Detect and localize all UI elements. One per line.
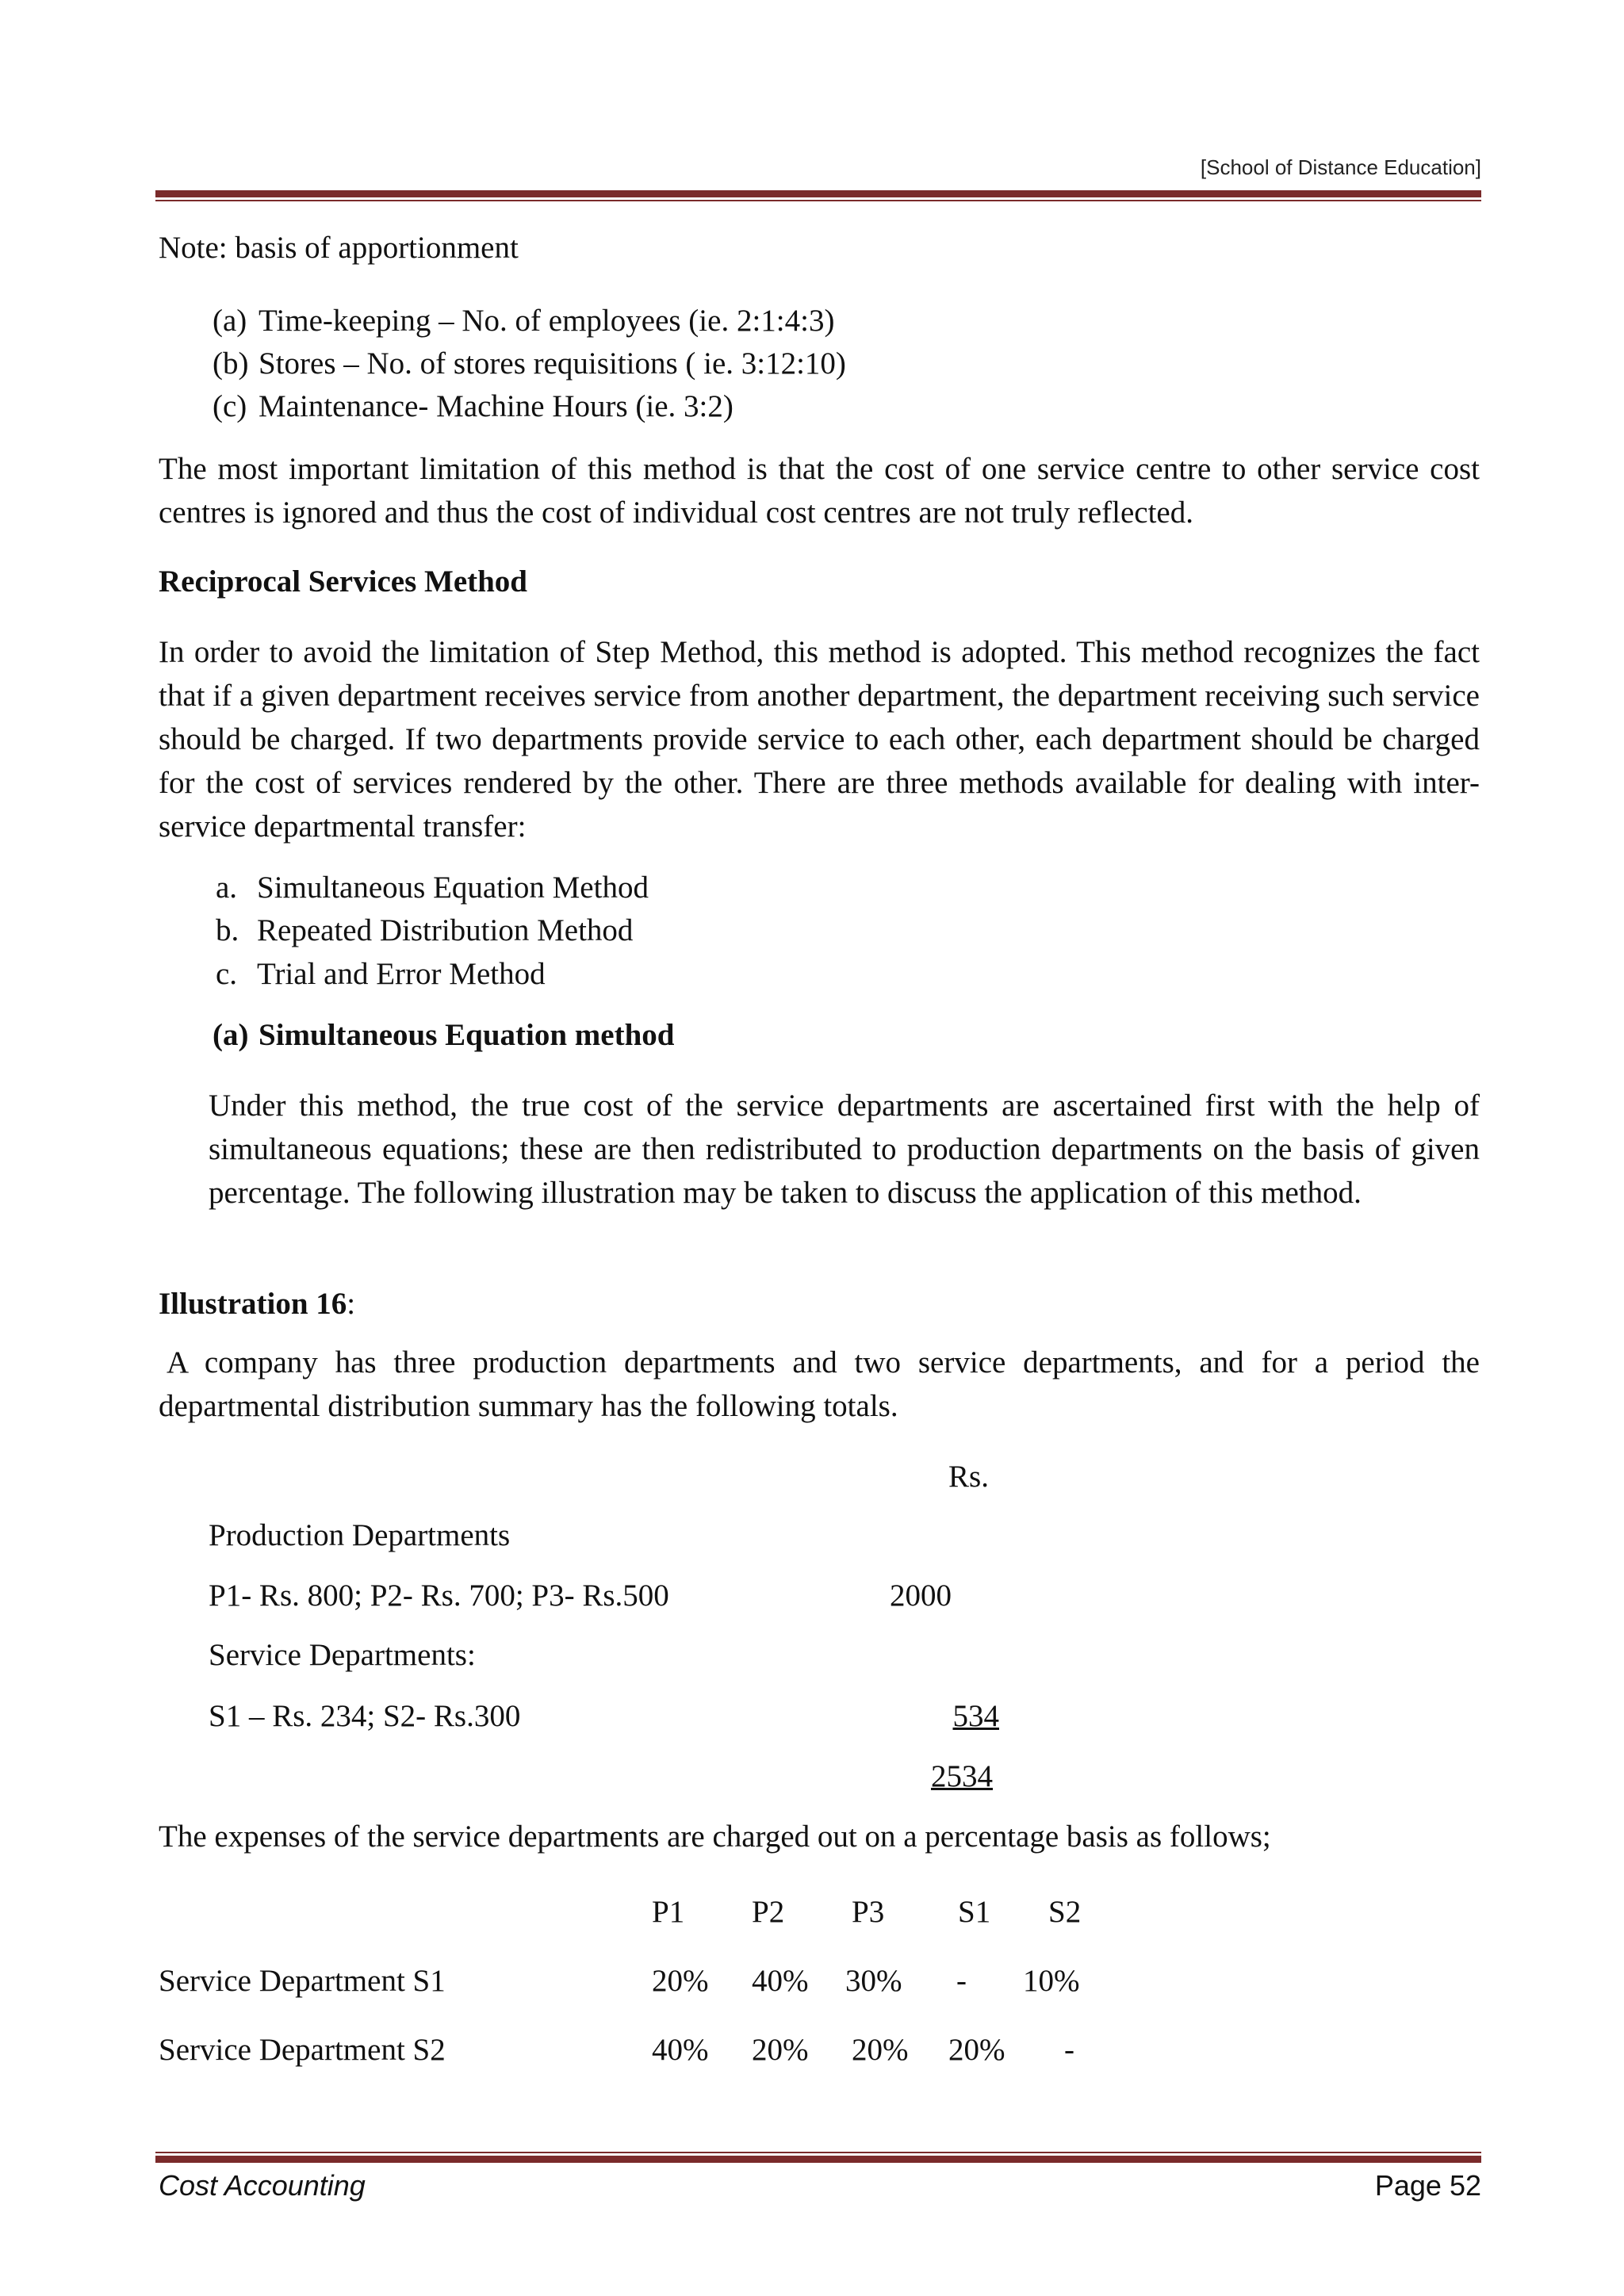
method-item: c. Trial and Error Method [216,957,546,991]
simultaneous-paragraph: Under this method, the true cost of the service departments are ascertained first with the help of simultaneous equations; these are then redistributed to production departments on the basis of given percentage. The following illustration may be taken to discuss the application of this method. [209,1089,1480,1210]
row-label: Service Department S1 [159,1964,446,1998]
column-header: S2 [1048,1895,1082,1929]
table-cell: 20% [948,2033,1005,2067]
service-amount: 534 [952,1699,999,1733]
column-header: P1 [652,1895,685,1929]
table-cell: - [1064,2033,1074,2067]
table-cell: 20% [752,2033,809,2067]
limitation-paragraph: The most important limitation of this method is that the cost of one service centre to other service cost centres is ignored and thus the cost of individual cost centres are not truly reflected. [159,452,1480,530]
production-label: Production Departments [209,1518,511,1552]
page-header: [School of Distance Education] [1200,155,1481,179]
footer-rule [155,2152,1481,2163]
table-cell: 20% [652,1964,709,1998]
table-cell: 40% [652,2033,709,2067]
page-number: Page 52 [1374,2169,1481,2202]
column-header: P3 [852,1895,885,1929]
method-item: b. Repeated Distribution Method [216,913,634,947]
note-item: (a) Time-keeping – No. of employees (ie. 2:1:4:3) [213,304,835,338]
header-rule [155,190,1481,201]
service-label: Service Departments: [209,1638,476,1672]
percentage-intro: The expenses of the service departments are charged out on a percentage basis as follows; [159,1820,1271,1854]
reciprocal-paragraph: In order to avoid the limitation of Step Method, this method is adopted. This method recognizes the fact that if a given department receives service from another department, the department receiving such service should be charged. If two departments provide service to each other, each department should be charged for the cost of services rendered by the other. There are three methods available for dealing with inter-service departmental transfer: [159,635,1480,844]
simultaneous-heading: (a) Simultaneous Equation method [213,1018,675,1052]
note-title: Note: basis of apportionment [159,231,519,265]
note-item: (b) Stores – No. of stores requisitions ( ie. 3:12:10) [213,346,846,381]
production-amount: 2000 [890,1578,952,1613]
column-header: P2 [752,1895,785,1929]
table-cell: 10% [1023,1964,1080,1998]
footer-title: Cost Accounting [159,2169,366,2202]
service-detail: S1 – Rs. 234; S2- Rs.300 [209,1699,521,1733]
currency-label: Rs. [948,1460,989,1494]
illustration-paragraph: A company has three production departments and two service departments, and for a period the departmental distribution summary has the following totals. [159,1345,1480,1423]
table-cell: 30% [845,1964,902,1998]
table-cell: - [956,1964,967,1998]
production-detail: P1- Rs. 800; P2- Rs. 700; P3- Rs.500 [209,1578,669,1613]
note-item: (c) Maintenance- Machine Hours (ie. 3:2) [213,389,733,423]
reciprocal-heading: Reciprocal Services Method [159,564,527,599]
column-header: S1 [958,1895,991,1929]
table-cell: 20% [852,2033,909,2067]
table-cell: 40% [752,1964,809,1998]
row-label: Service Department S2 [159,2033,446,2067]
method-item: a. Simultaneous Equation Method [216,871,649,905]
summary-total: 2534 [931,1759,993,1793]
illustration-label: Illustration 16: [159,1287,356,1321]
